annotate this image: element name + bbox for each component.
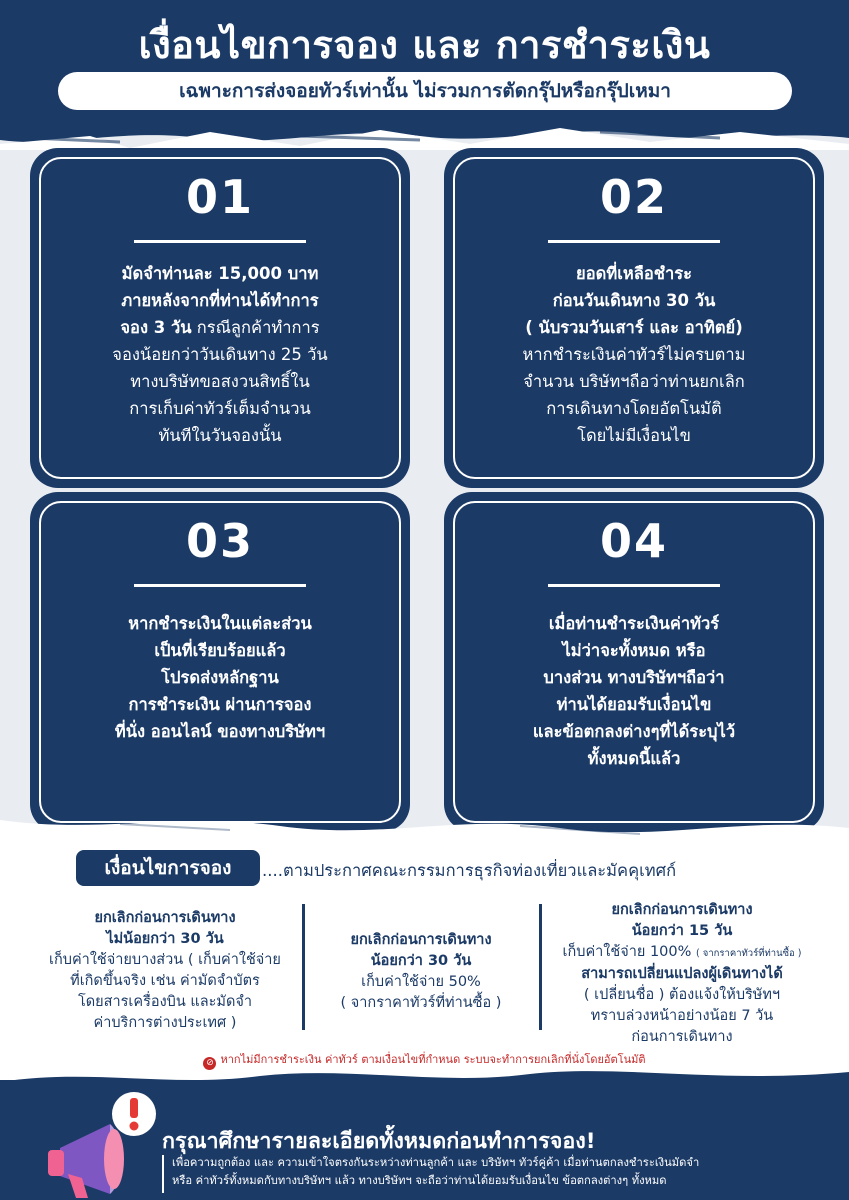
condition-line	[40, 908, 290, 929]
condition-card-02	[444, 148, 824, 488]
card-text	[458, 260, 810, 449]
card-number: 01	[185, 170, 254, 224]
cancellation-column-3	[548, 900, 816, 1048]
conditions-subtitle: ....ตามประกาศคณะกรรมการธุรกิจท่องเที่ยวและมัคคุเทศก์	[262, 861, 677, 880]
card-number: 03	[185, 514, 254, 568]
card-text	[44, 610, 396, 745]
card-line	[44, 314, 396, 341]
card-divider	[134, 584, 306, 587]
footer-title: กรุณาศึกษารายละเอียดทั้งหมดก่อนทำการจอง!	[162, 1129, 596, 1154]
card-number: 02	[599, 170, 668, 224]
footer-accent-bar	[162, 1155, 164, 1193]
card-line: ( นับรวมวันเสาร์ และ อาทิตย์)	[525, 318, 743, 337]
condition-line	[548, 964, 816, 985]
card-line: จำนวน บริษัทฯถือว่าท่านยกเลิก	[523, 372, 745, 391]
condition-card-01	[30, 148, 410, 488]
card-line: ทางบริษัทขอสงวนสิทธิ์ใน	[130, 372, 310, 391]
condition-line	[40, 992, 290, 1013]
card-number: 04	[599, 514, 668, 568]
no-entry-icon: ⊘	[203, 1057, 216, 1070]
card-line-bold: จอง 3 วัน	[120, 318, 192, 337]
card-line: การเก็บค่าทัวร์เต็มจำนวน	[129, 399, 311, 418]
card-line: ทั้งหมดนี้แล้ว	[587, 749, 681, 768]
condition-line-text: สามารถเปลี่ยนแปลงผู้เดินทางได้	[581, 966, 783, 982]
page-subtitle: เฉพาะการส่งจอยทัวร์เท่านั้น ไม่รวมการตัดกรุ๊ปหรือกรุ๊ปเหมา	[58, 72, 792, 110]
condition-line-text: ยกเลิกก่อนการเดินทาง	[94, 910, 236, 926]
condition-line-text: ไม่น้อยกว่า 30 วัน	[106, 931, 224, 947]
footer-text	[172, 1154, 842, 1190]
card-line: เป็นที่เรียบร้อยแล้ว	[154, 641, 286, 660]
card-line: โปรดส่งหลักฐาน	[161, 668, 279, 687]
card-text	[44, 260, 396, 449]
card-line: การเดินทางโดยอัตโนมัติ	[546, 399, 722, 418]
card-line: ท่านได้ยอมรับเงื่อนไข	[556, 695, 712, 714]
megaphone-icon	[40, 1082, 170, 1200]
condition-line-text: เก็บค่าใช้จ่าย 100%	[562, 944, 692, 960]
condition-line	[318, 972, 524, 993]
condition-line-text: ค่าบริการต่างประเทศ )	[93, 1015, 237, 1031]
condition-line-text: ( จากราคาทัวร์ที่ท่านซื้อ )	[340, 995, 502, 1011]
notice-text: หากไม่มีการชำระเงิน ค่าทัวร์ ตามเงื่อนไขที่กำหนด ระบบจะทำการยกเลิกที่นั่งโดยอัตโนมัติ	[220, 1053, 646, 1066]
column-divider	[302, 904, 305, 1030]
footer-line: หรือ ค่าทัวร์ทั้งหมดกับทางบริษัทฯ แล้ว ทางบริษัทฯ จะถือว่าท่านได้ยอมรับเงื่อนไข ข้อตกลงต่างๆ ทั้งหมด	[172, 1174, 667, 1187]
cancellation-column-1	[40, 908, 290, 1034]
condition-line	[548, 1027, 816, 1048]
card-line: เมื่อท่านชำระเงินค่าทัวร์	[548, 614, 720, 633]
card-text	[458, 610, 810, 772]
condition-line	[318, 951, 524, 972]
condition-line-text: ที่เกิดขึ้นจริง เช่น ค่ามัดจำบัตร	[70, 973, 260, 989]
condition-line-text: เก็บค่าใช้จ่ายบางส่วน ( เก็บค่าใช้จ่าย	[49, 952, 281, 968]
card-line: บางส่วน ทางบริษัทฯถือว่า	[543, 668, 725, 687]
column-divider	[539, 904, 542, 1030]
condition-line	[318, 993, 524, 1014]
condition-line-text: ยกเลิกก่อนการเดินทาง	[611, 902, 753, 918]
card-line: โดยไม่มีเงื่อนไข	[577, 426, 691, 445]
condition-line	[40, 1013, 290, 1034]
condition-line	[548, 921, 816, 942]
cancellation-column-2	[318, 930, 524, 1014]
condition-line-text: โดยสารเครื่องบิน และมัดจำ	[77, 994, 253, 1010]
card-line: หากชำระเงินในแต่ละส่วน	[128, 614, 312, 633]
condition-line	[40, 950, 290, 971]
card-line-rest: กรณีลูกค้าทำการ	[191, 318, 320, 337]
condition-line-text: ( เปลี่ยนชื่อ ) ต้องแจ้งให้บริษัทฯ	[583, 987, 781, 1003]
condition-line	[548, 1006, 816, 1027]
card-divider	[134, 240, 306, 243]
condition-line-text: ก่อนการเดินทาง	[631, 1029, 733, 1045]
card-line: หากชำระเงินค่าทัวร์ไม่ครบตาม	[522, 345, 746, 364]
condition-line	[40, 971, 290, 992]
condition-line-text: ทราบล่วงหน้าอย่างน้อย 7 วัน	[590, 1008, 774, 1024]
condition-line-text: น้อยกว่า 30 วัน	[370, 953, 472, 969]
condition-line-text: เก็บค่าใช้จ่าย 50%	[361, 974, 481, 990]
condition-line	[548, 985, 816, 1006]
card-line: ก่อนวันเดินทาง 30 วัน	[552, 291, 716, 310]
condition-line-note: ( จากราคาทัวร์ที่ท่านซื้อ )	[696, 948, 802, 959]
page-title: เงื่อนไขการจอง และ การชำระเงิน	[138, 23, 711, 67]
condition-line-text: น้อยกว่า 15 วัน	[631, 923, 733, 939]
condition-card-04	[444, 492, 824, 832]
footer-line: เพื่อความถูกต้อง และ ความเข้าใจตรงกันระหว่างท่านลูกค้า และ บริษัทฯ ทัวร์คู่ค้า เมื่อท่านตกลงชำระเงินมัดจำ	[172, 1156, 700, 1169]
card-line: ภายหลังจากที่ท่านได้ทำการ	[121, 291, 319, 310]
card-line: ยอดที่เหลือชำระ	[576, 264, 692, 283]
exclamation-icon	[130, 1098, 139, 1131]
card-line: ไม่ว่าจะทั้งหมด หรือ	[562, 641, 706, 660]
card-divider	[548, 240, 720, 243]
condition-line	[40, 929, 290, 950]
condition-line	[548, 900, 816, 921]
condition-line-text: ยกเลิกก่อนการเดินทาง	[350, 932, 492, 948]
card-line: จองน้อยกว่าวันเดินทาง 25 วัน	[112, 345, 328, 364]
card-line: และข้อตกลงต่างๆที่ได้ระบุไว้	[532, 722, 736, 741]
card-line: ที่นั่ง ออนไลน์ ของทางบริษัทฯ	[114, 722, 326, 741]
condition-line	[548, 942, 816, 964]
card-line: ทันทีในวันจองนั้น	[158, 426, 282, 445]
conditions-tag: เงื่อนไขการจอง	[76, 850, 260, 886]
condition-line	[318, 930, 524, 951]
card-line: มัดจำท่านละ 15,000 บาท	[121, 264, 319, 283]
condition-card-03	[30, 492, 410, 832]
card-line: การชำระเงิน ผ่านการจอง	[128, 695, 312, 714]
card-divider	[548, 584, 720, 587]
